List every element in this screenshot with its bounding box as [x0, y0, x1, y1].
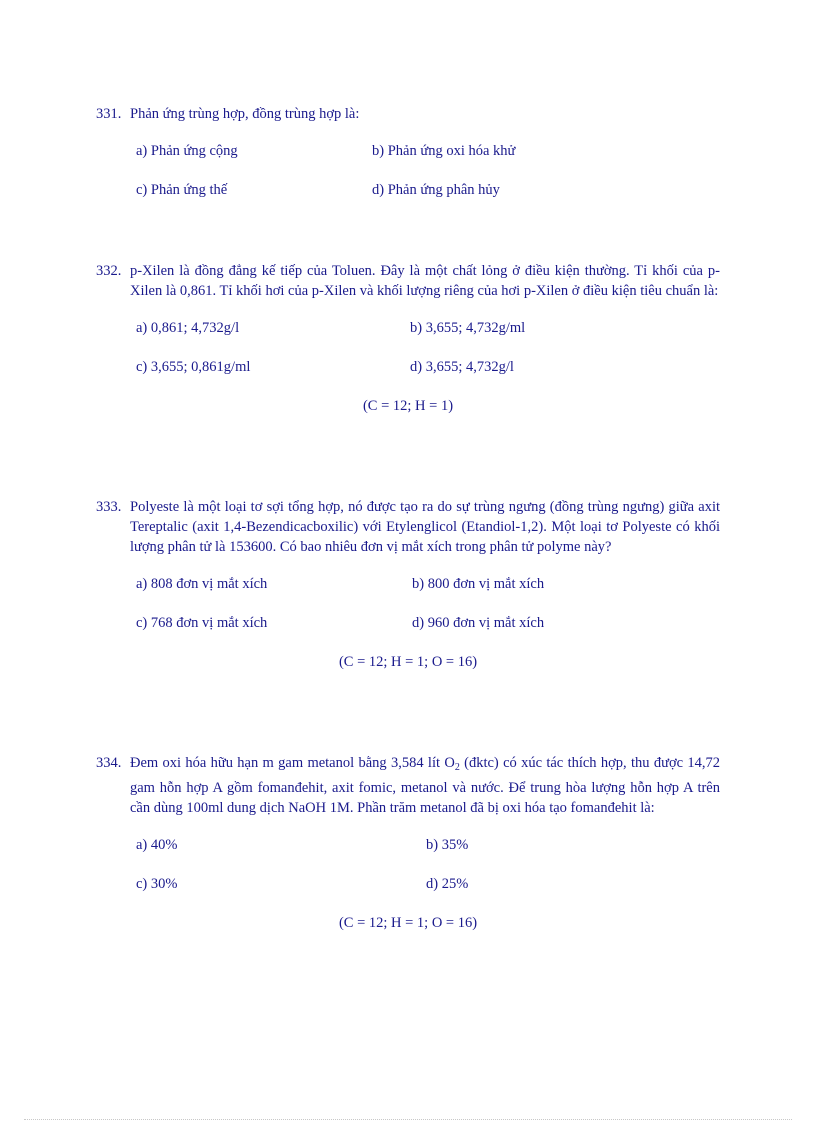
- question-333: [96, 497, 720, 671]
- question-stem-before: Đem oxi hóa hữu hạn m gam metanol bằng 3,584 lít O: [130, 755, 455, 771]
- option-c: c) 3,655; 0,861g/ml: [136, 359, 251, 375]
- option-c: c) 30%: [136, 876, 178, 892]
- option-a: a) 808 đơn vị mắt xích: [136, 576, 268, 592]
- question-text: [96, 753, 720, 818]
- question-stem: Polyeste là một loại tơ sợi tổng hợp, nó được tạo ra do sự trùng ngưng (đồng trùng ngưng) giữa axit Tereptalic (axit 1,4-Bezendicacboxilic) với Etylenglicol (Etandiol-1,2). Một loại tơ Polyeste có khối lượng phân tử là 153600. Có bao nhiêu đơn vị mắt xích trong phân tử polyme này?: [130, 499, 720, 555]
- options-row: [96, 182, 720, 221]
- atomic-mass-note: (C = 12; H = 1; O = 16): [338, 915, 478, 931]
- option-d: d) 3,655; 4,732g/l: [410, 359, 514, 375]
- question-number: 332.: [96, 263, 122, 279]
- option-a: a) 40%: [136, 837, 178, 853]
- question-number: 333.: [96, 499, 122, 515]
- question-stem: Phản ứng trùng hợp, đồng trùng hợp là:: [130, 106, 360, 122]
- option-d: d) 25%: [426, 876, 469, 892]
- option-c: c) 768 đơn vị mắt xích: [136, 615, 268, 631]
- option-c: c) Phản ứng thế: [136, 182, 228, 198]
- options-row: [96, 837, 720, 876]
- question-331: [96, 104, 720, 221]
- question-text: [96, 497, 720, 557]
- question-stem-after: (đktc) có xúc tác thích hợp, thu được 14,72 gam hỗn hợp A gồm fomanđehit, axit fomic, metanol và nước. Để trung hòa lượng hỗn hợp A trên cần dùng 100ml dung dịch NaOH 1M. Phần trăm metanol đã bị oxi hóa tạo fomanđehit là:: [130, 755, 721, 816]
- atomic-mass-note: (C = 12; H = 1; O = 16): [338, 654, 478, 670]
- options-row: [96, 576, 720, 615]
- question-332: [96, 261, 720, 415]
- subscript: 2: [454, 762, 460, 773]
- question-text: [96, 261, 720, 301]
- option-b: b) 3,655; 4,732g/ml: [410, 320, 526, 336]
- question-text: [96, 104, 720, 124]
- atomic-mass-note: (C = 12; H = 1): [362, 398, 454, 414]
- option-a: a) Phản ứng cộng: [136, 143, 238, 159]
- options-row: [96, 876, 720, 915]
- option-a: a) 0,861; 4,732g/l: [136, 320, 240, 336]
- option-b: b) 800 đơn vị mắt xích: [412, 576, 545, 592]
- options-row: [96, 320, 720, 359]
- options-row: [96, 615, 720, 654]
- page-bottom-divider: [24, 1119, 792, 1120]
- option-b: b) Phản ứng oxi hóa khử: [372, 143, 516, 159]
- question-number: 334.: [96, 755, 122, 771]
- option-d: d) Phản ứng phân hủy: [372, 182, 500, 198]
- option-b: b) 35%: [426, 837, 469, 853]
- question-334: [96, 753, 720, 932]
- question-number: 331.: [96, 106, 122, 122]
- question-stem: p-Xilen là đồng đẳng kế tiếp của Toluen. Đây là một chất lỏng ở điều kiện thường. Tỉ khối của p-Xilen là 0,861. Tỉ khối hơi của p-Xilen và khối lượng riêng của hơi p-Xilen ở điều kiện tiêu chuẩn là:: [130, 263, 720, 299]
- options-row: [96, 143, 720, 182]
- options-row: [96, 359, 720, 398]
- option-d: d) 960 đơn vị mắt xích: [412, 615, 545, 631]
